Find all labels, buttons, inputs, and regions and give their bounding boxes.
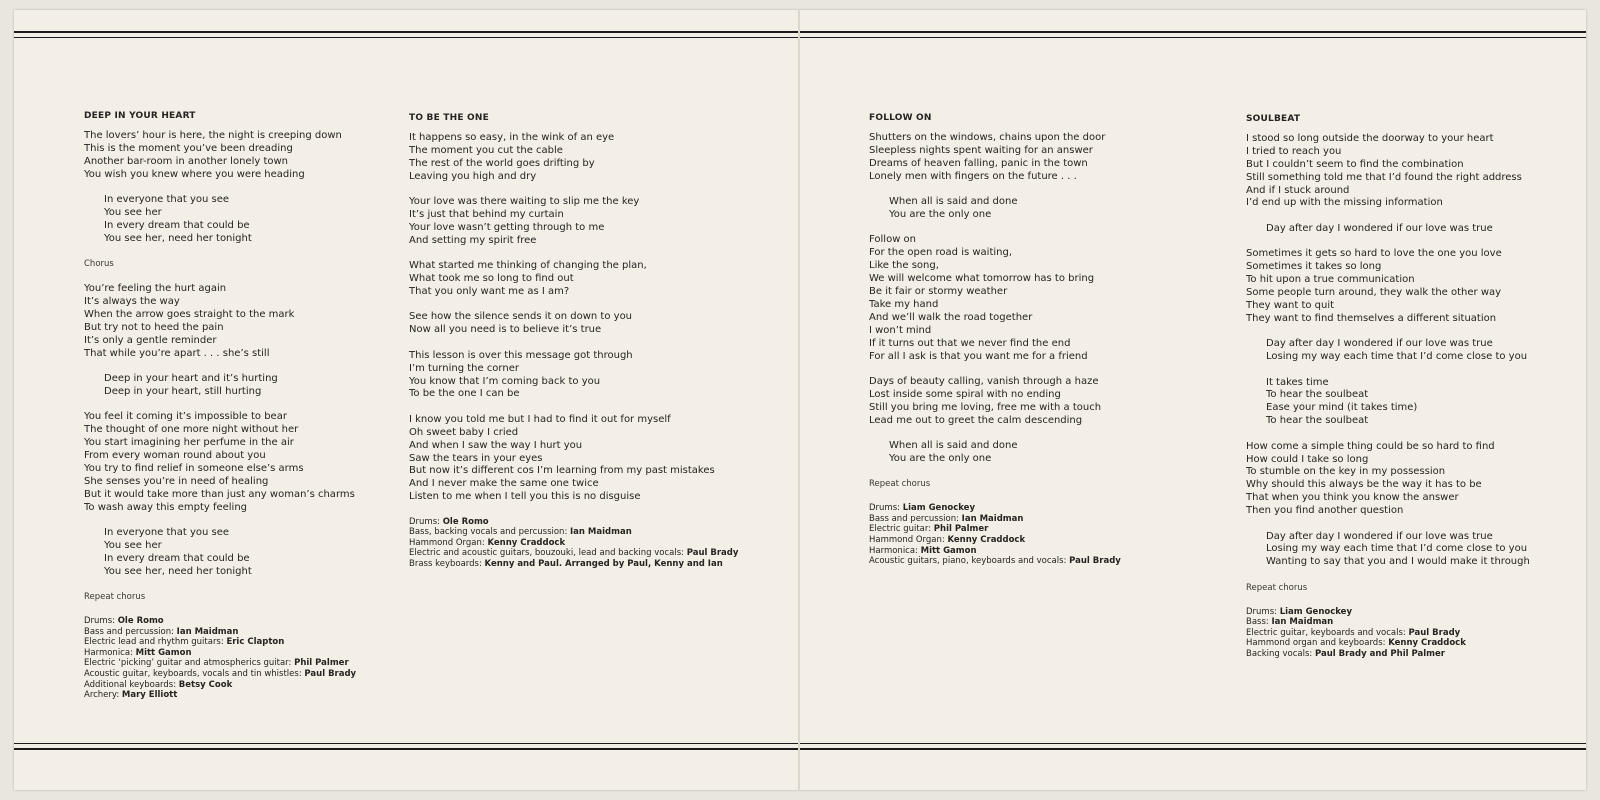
lyric-line: The rest of the world goes drifting by [409, 157, 595, 169]
lyric-line: Leaving you high and dry [409, 170, 537, 182]
lyric-line: I tried to reach you [1246, 145, 1342, 157]
credits-list [869, 503, 1169, 567]
credit-name: Ole Romo [117, 616, 164, 627]
top-rule-thin [800, 37, 1586, 38]
lyric-line: You feel it coming it’s impossible to bear [84, 411, 287, 423]
lyric-line: For the open road is waiting, [869, 247, 1013, 259]
song-deep-in-your-heart [84, 110, 394, 701]
lyric-line: Sleepless nights spent waiting for an answer [869, 144, 1093, 156]
credit-name: Ian Maidman [961, 513, 1024, 524]
lyric-line: You know that I’m coming back to you [409, 375, 601, 387]
credit-name: Mitt Gamon [135, 647, 192, 658]
lyric-line: We will welcome what tomorrow has to bring [869, 273, 1095, 285]
credit-name: Phil Palmer [294, 658, 349, 669]
verse-stanza [409, 196, 739, 248]
song-title: DEEP IN YOUR HEART [84, 111, 196, 121]
credit-role: Acoustic guitar, keyboards, vocals and tin whistles: [84, 669, 305, 680]
lyric-line: And we’ll walk the road together [869, 311, 1033, 323]
lyric-line: In everyone that you see [104, 527, 230, 539]
credit-line [1246, 638, 1576, 649]
lyric-line: Your love was there waiting to slip me the key [409, 196, 640, 208]
lyric-line: Some people turn around, they walk the other way [1246, 286, 1502, 298]
credit-role: Hammond organ and keyboards: [1246, 638, 1389, 649]
lyric-line: But now it’s different cos I’m learning from my past mistakes [409, 465, 715, 477]
verse-stanza [409, 132, 739, 184]
credit-role: Bass: [1246, 617, 1272, 628]
lyric-line: I stood so long outside the doorway to your heart [1246, 132, 1494, 144]
lyric-line: This is the moment you’ve been dreading [84, 142, 293, 154]
lyric-line: Why should this always be the way it has to be [1246, 479, 1482, 491]
lyric-line: Losing my way each time that I’d come close to you [1266, 351, 1528, 363]
lyric-line: You are the only one [889, 452, 992, 464]
verse-stanza [1246, 441, 1576, 518]
credit-line [869, 546, 1169, 557]
lyric-line: To hear the soulbeat [1266, 415, 1369, 427]
lyric-line: I’m turning the corner [409, 362, 519, 374]
lyric-line: It takes time [1266, 376, 1329, 388]
chorus-stanza [1246, 338, 1576, 364]
song-soulbeat [1246, 113, 1576, 660]
lyric-line: That while you’re apart . . . she’s still [84, 347, 270, 359]
lyric-line: And I never make the same one twice [409, 478, 599, 490]
credit-line [84, 637, 394, 648]
lyric-line: Ease your mind (it takes time) [1266, 402, 1418, 414]
credit-line [869, 535, 1169, 546]
section-label: Repeat chorus [1246, 582, 1308, 593]
credits-list [84, 616, 394, 701]
credit-role: Bass and percussion: [84, 626, 177, 637]
song-title: SOULBEAT [1246, 114, 1301, 124]
lyric-line: Deep in your heart and it’s hurting [104, 373, 278, 384]
chorus-stanza [1246, 531, 1576, 570]
lyric-line: In everyone that you see [104, 194, 230, 206]
verse-stanza [409, 350, 739, 402]
verse-stanza [869, 132, 1169, 184]
lyric-line: When all is said and done [889, 196, 1018, 208]
lyric-line: Lead me out to greet the calm descending [869, 414, 1083, 426]
credit-line [84, 627, 394, 638]
credit-name: Ole Romo [442, 516, 489, 527]
lyric-line: Losing my way each time that I’d come close to you [1266, 543, 1528, 555]
section-label: Repeat chorus [869, 479, 931, 490]
lyric-line: It’s always the way [84, 295, 180, 307]
verse-stanza [1246, 133, 1576, 210]
credit-role: Backing vocals: [1246, 649, 1315, 660]
credit-line [84, 658, 394, 669]
lyric-line: I won’t mind [869, 324, 932, 336]
credit-name: Paul Brady [1069, 556, 1121, 567]
song-to-be-the-one [409, 112, 739, 570]
credits-list [409, 517, 739, 570]
lyric-line: What started me thinking of changing the plan, [409, 260, 647, 272]
top-rule-thin [14, 37, 800, 38]
section-label: Repeat chorus [84, 592, 146, 603]
lyric-line: Still you bring me loving, free me with a touch [869, 401, 1102, 413]
verse-stanza [409, 311, 739, 337]
chorus-stanza [84, 194, 394, 246]
lyric-line: Day after day I wondered if our love was true [1266, 530, 1493, 542]
lyric-line: Your love wasn’t getting through to me [409, 221, 605, 233]
lyric-line: You are the only one [889, 208, 992, 220]
verse-stanza [409, 260, 739, 299]
credit-name: Paul Brady [686, 548, 739, 559]
credit-line [409, 527, 739, 538]
lyric-line: When all is said and done [889, 440, 1018, 452]
lyric-line: The thought of one more night without her [84, 424, 299, 436]
lyric-line: Days of beauty calling, vanish through a haze [869, 375, 1099, 387]
credit-line [84, 616, 394, 627]
bottom-rule-thin [14, 743, 800, 744]
credit-line [869, 514, 1169, 525]
credit-line [409, 548, 739, 559]
left-page [14, 10, 800, 790]
lyric-line: In every dream that could be [104, 219, 250, 231]
lyric-line: Like the song, [869, 260, 939, 272]
lyric-line: You see her, need her tonight [104, 565, 252, 577]
credit-role: Hammond Organ: [409, 537, 488, 548]
credit-line [409, 538, 739, 549]
lyric-line: But it would take more than just any woman’s charms [84, 488, 355, 500]
lyric-line: Dreams of heaven falling, panic in the town [869, 157, 1088, 169]
chorus-stanza [869, 440, 1169, 466]
lyric-line: To be the one I can be [409, 388, 520, 400]
credits-list [1246, 607, 1576, 660]
credit-role: Bass, backing vocals and percussion: [409, 527, 571, 538]
lyric-line: And setting my spirit free [409, 234, 537, 246]
credit-name: Phil Palmer [933, 524, 989, 535]
lyric-line: In every dream that could be [104, 552, 250, 564]
lyric-line: I know you told me but I had to find it out for myself [409, 413, 671, 425]
lyric-line: Day after day I wondered if our love was true [1266, 222, 1493, 234]
section-label: Chorus [84, 259, 114, 270]
credit-name: Ian Maidman [176, 626, 239, 637]
verse-stanza [84, 130, 394, 182]
lyric-line: You try to find relief in someone else’s arms [84, 462, 304, 474]
credit-name: Mary Elliott [121, 690, 178, 701]
credit-line [84, 648, 394, 659]
lyric-line: I’d end up with the missing information [1246, 197, 1443, 209]
lyric-line: But try not to heed the pain [84, 321, 224, 333]
credit-line [1246, 649, 1576, 660]
credit-role: Electric and acoustic guitars, bouzouki, lead and backing vocals: [409, 548, 687, 559]
lyric-line: Still something told me that I’d found the right address [1246, 171, 1522, 183]
lyric-line: How come a simple thing could be so hard to find [1246, 440, 1495, 452]
lyric-line: You start imagining her perfume in the air [84, 437, 294, 449]
credit-line [1246, 628, 1576, 639]
chorus-stanza [84, 373, 394, 399]
lyric-line: Shutters on the windows, chains upon the door [869, 131, 1106, 143]
lyric-line: To hear the soulbeat [1266, 389, 1369, 401]
lyric-line: But I couldn’t seem to find the combination [1246, 158, 1464, 170]
credit-name: Kenny and Paul. Arranged by Paul, Kenny and Ian [484, 559, 723, 570]
lyric-line: Day after day I wondered if our love was true [1266, 338, 1493, 350]
lyric-line: You wish you knew where you were heading [84, 168, 305, 180]
song-title: FOLLOW ON [869, 113, 932, 123]
bottom-rule-thick [800, 748, 1586, 750]
credit-role: Harmonica: [869, 545, 921, 556]
lyric-line: You’re feeling the hurt again [84, 283, 227, 295]
lyric-line: That you only want me as I am? [409, 285, 570, 297]
chorus-stanza [1246, 223, 1576, 236]
verse-stanza [1246, 248, 1576, 325]
lyric-line: And if I stuck around [1246, 184, 1350, 196]
chorus-stanza [1246, 377, 1576, 429]
credit-name: Eric Clapton [226, 637, 285, 648]
lyric-line: You see her [104, 539, 162, 551]
lyric-line: Lonely men with fingers on the future . . . [869, 170, 1077, 182]
credit-role: Electric guitar, keyboards and vocals: [1246, 627, 1409, 638]
top-rule-thick [800, 31, 1586, 33]
song-follow-on [869, 112, 1169, 567]
lyric-line: Another bar-room in another lonely town [84, 155, 288, 167]
credit-role: Drums: [84, 616, 118, 627]
lyric-line: The lovers’ hour is here, the night is creeping down [84, 129, 342, 141]
lyric-line: You see her [104, 206, 162, 218]
chorus-stanza [869, 196, 1169, 222]
lyric-line: Take my hand [869, 298, 939, 310]
lyric-line: Then you find another question [1246, 505, 1404, 517]
lyric-line: To hit upon a true communication [1246, 274, 1415, 286]
verse-stanza [869, 376, 1169, 428]
credit-line [1246, 607, 1576, 618]
credit-line [84, 690, 394, 701]
verse-stanza [409, 414, 739, 504]
lyric-line: Now all you need is to believe it’s true [409, 324, 602, 336]
lyric-line: Sometimes it gets so hard to love the one you love [1246, 248, 1502, 260]
lyric-line: That when you think you know the answer [1246, 492, 1459, 504]
credit-line [84, 669, 394, 680]
bottom-rule-thick [14, 748, 800, 750]
chorus-stanza [84, 527, 394, 579]
credit-role: Archery: [84, 690, 122, 701]
credit-role: Acoustic guitars, piano, keyboards and vocals: [869, 556, 1070, 567]
lyric-line: And when I saw the way I hurt you [409, 439, 583, 451]
credit-name: Paul Brady and Phil Palmer [1314, 649, 1445, 660]
credit-role: Bass and percussion: [869, 513, 962, 524]
credit-role: Drums: [409, 516, 443, 527]
credit-name: Liam Genockey [902, 503, 975, 514]
lyric-line: They want to find themselves a different situation [1246, 312, 1497, 324]
credit-role: Electric guitar: [869, 524, 934, 535]
credit-role: Drums: [1246, 606, 1280, 617]
lyric-line: You see her, need her tonight [104, 232, 252, 244]
lyric-line: Saw the tears in your eyes [409, 452, 543, 464]
credit-role: Drums: [869, 503, 903, 514]
credit-line [869, 524, 1169, 535]
lyric-line: It happens so easy, in the wink of an eye [409, 131, 615, 143]
right-page [800, 10, 1586, 790]
credit-role: Brass keyboards: [409, 559, 485, 570]
lyric-line: The moment you cut the cable [409, 144, 563, 156]
credit-name: Ian Maidman [1271, 617, 1334, 628]
verse-stanza [869, 234, 1169, 363]
lyric-line: It’s only a gentle reminder [84, 334, 217, 346]
lyric-line: Listen to me when I tell you this is no disguise [409, 491, 641, 503]
lyric-line: It’s just that behind my curtain [409, 208, 564, 220]
verse-stanza [84, 411, 394, 514]
lyric-line: Follow on [869, 234, 917, 246]
credit-role: Electric lead and rhythm guitars: [84, 637, 227, 648]
credit-line [869, 503, 1169, 514]
lyric-line: This lesson is over this message got through [409, 349, 633, 361]
credit-line [1246, 617, 1576, 628]
credit-role: Harmonica: [84, 647, 136, 658]
lyric-line: Sometimes it takes so long [1246, 261, 1382, 273]
lyric-line: Lost inside some spiral with no ending [869, 388, 1061, 400]
credit-name: Liam Genockey [1279, 606, 1352, 617]
song-title: TO BE THE ONE [409, 113, 489, 123]
credit-name: Kenny Craddock [1388, 638, 1466, 649]
lyric-line: Deep in your heart, still hurting [104, 385, 262, 397]
credit-name: Kenny Craddock [487, 537, 566, 548]
lyric-line: To wash away this empty feeling [84, 501, 248, 513]
lyric-line: For all I ask is that you want me for a friend [869, 350, 1088, 362]
credit-name: Betsy Cook [178, 679, 233, 690]
credit-name: Mitt Gamon [920, 545, 977, 556]
lyric-line: Wanting to say that you and I would make it through [1266, 556, 1530, 568]
credit-name: Paul Brady [1408, 627, 1461, 638]
bottom-rule-thin [800, 743, 1586, 744]
lyric-line: When the arrow goes straight to the mark [84, 308, 295, 320]
credit-role: Additional keyboards: [84, 679, 179, 690]
lyric-line: Oh sweet baby I cried [409, 426, 519, 438]
lyric-line: What took me so long to find out [409, 273, 574, 285]
lyric-line: They want to quit [1246, 299, 1335, 311]
verse-stanza [84, 283, 394, 360]
lyric-line: From every woman round about you [84, 450, 266, 462]
lyric-line: See how the silence sends it on down to you [409, 311, 633, 323]
top-rule-thick [14, 31, 800, 33]
lyric-line: She senses you’re in need of healing [84, 475, 269, 487]
credit-line [869, 556, 1169, 567]
credit-role: Electric ‘picking’ guitar and atmospherics guitar: [84, 658, 295, 669]
credit-line [409, 517, 739, 528]
lyric-line: If it turns out that we never find the end [869, 337, 1071, 349]
credit-name: Paul Brady [304, 669, 357, 680]
credit-role: Hammond Organ: [869, 535, 948, 546]
credit-line [84, 680, 394, 691]
lyric-line: Be it fair or stormy weather [869, 285, 1008, 297]
lyric-line: How could I take so long [1246, 453, 1369, 465]
credit-name: Ian Maidman [570, 527, 632, 538]
credit-name: Kenny Craddock [947, 535, 1026, 546]
lyric-line: To stumble on the key in my possession [1246, 466, 1446, 478]
credit-line [409, 559, 739, 570]
